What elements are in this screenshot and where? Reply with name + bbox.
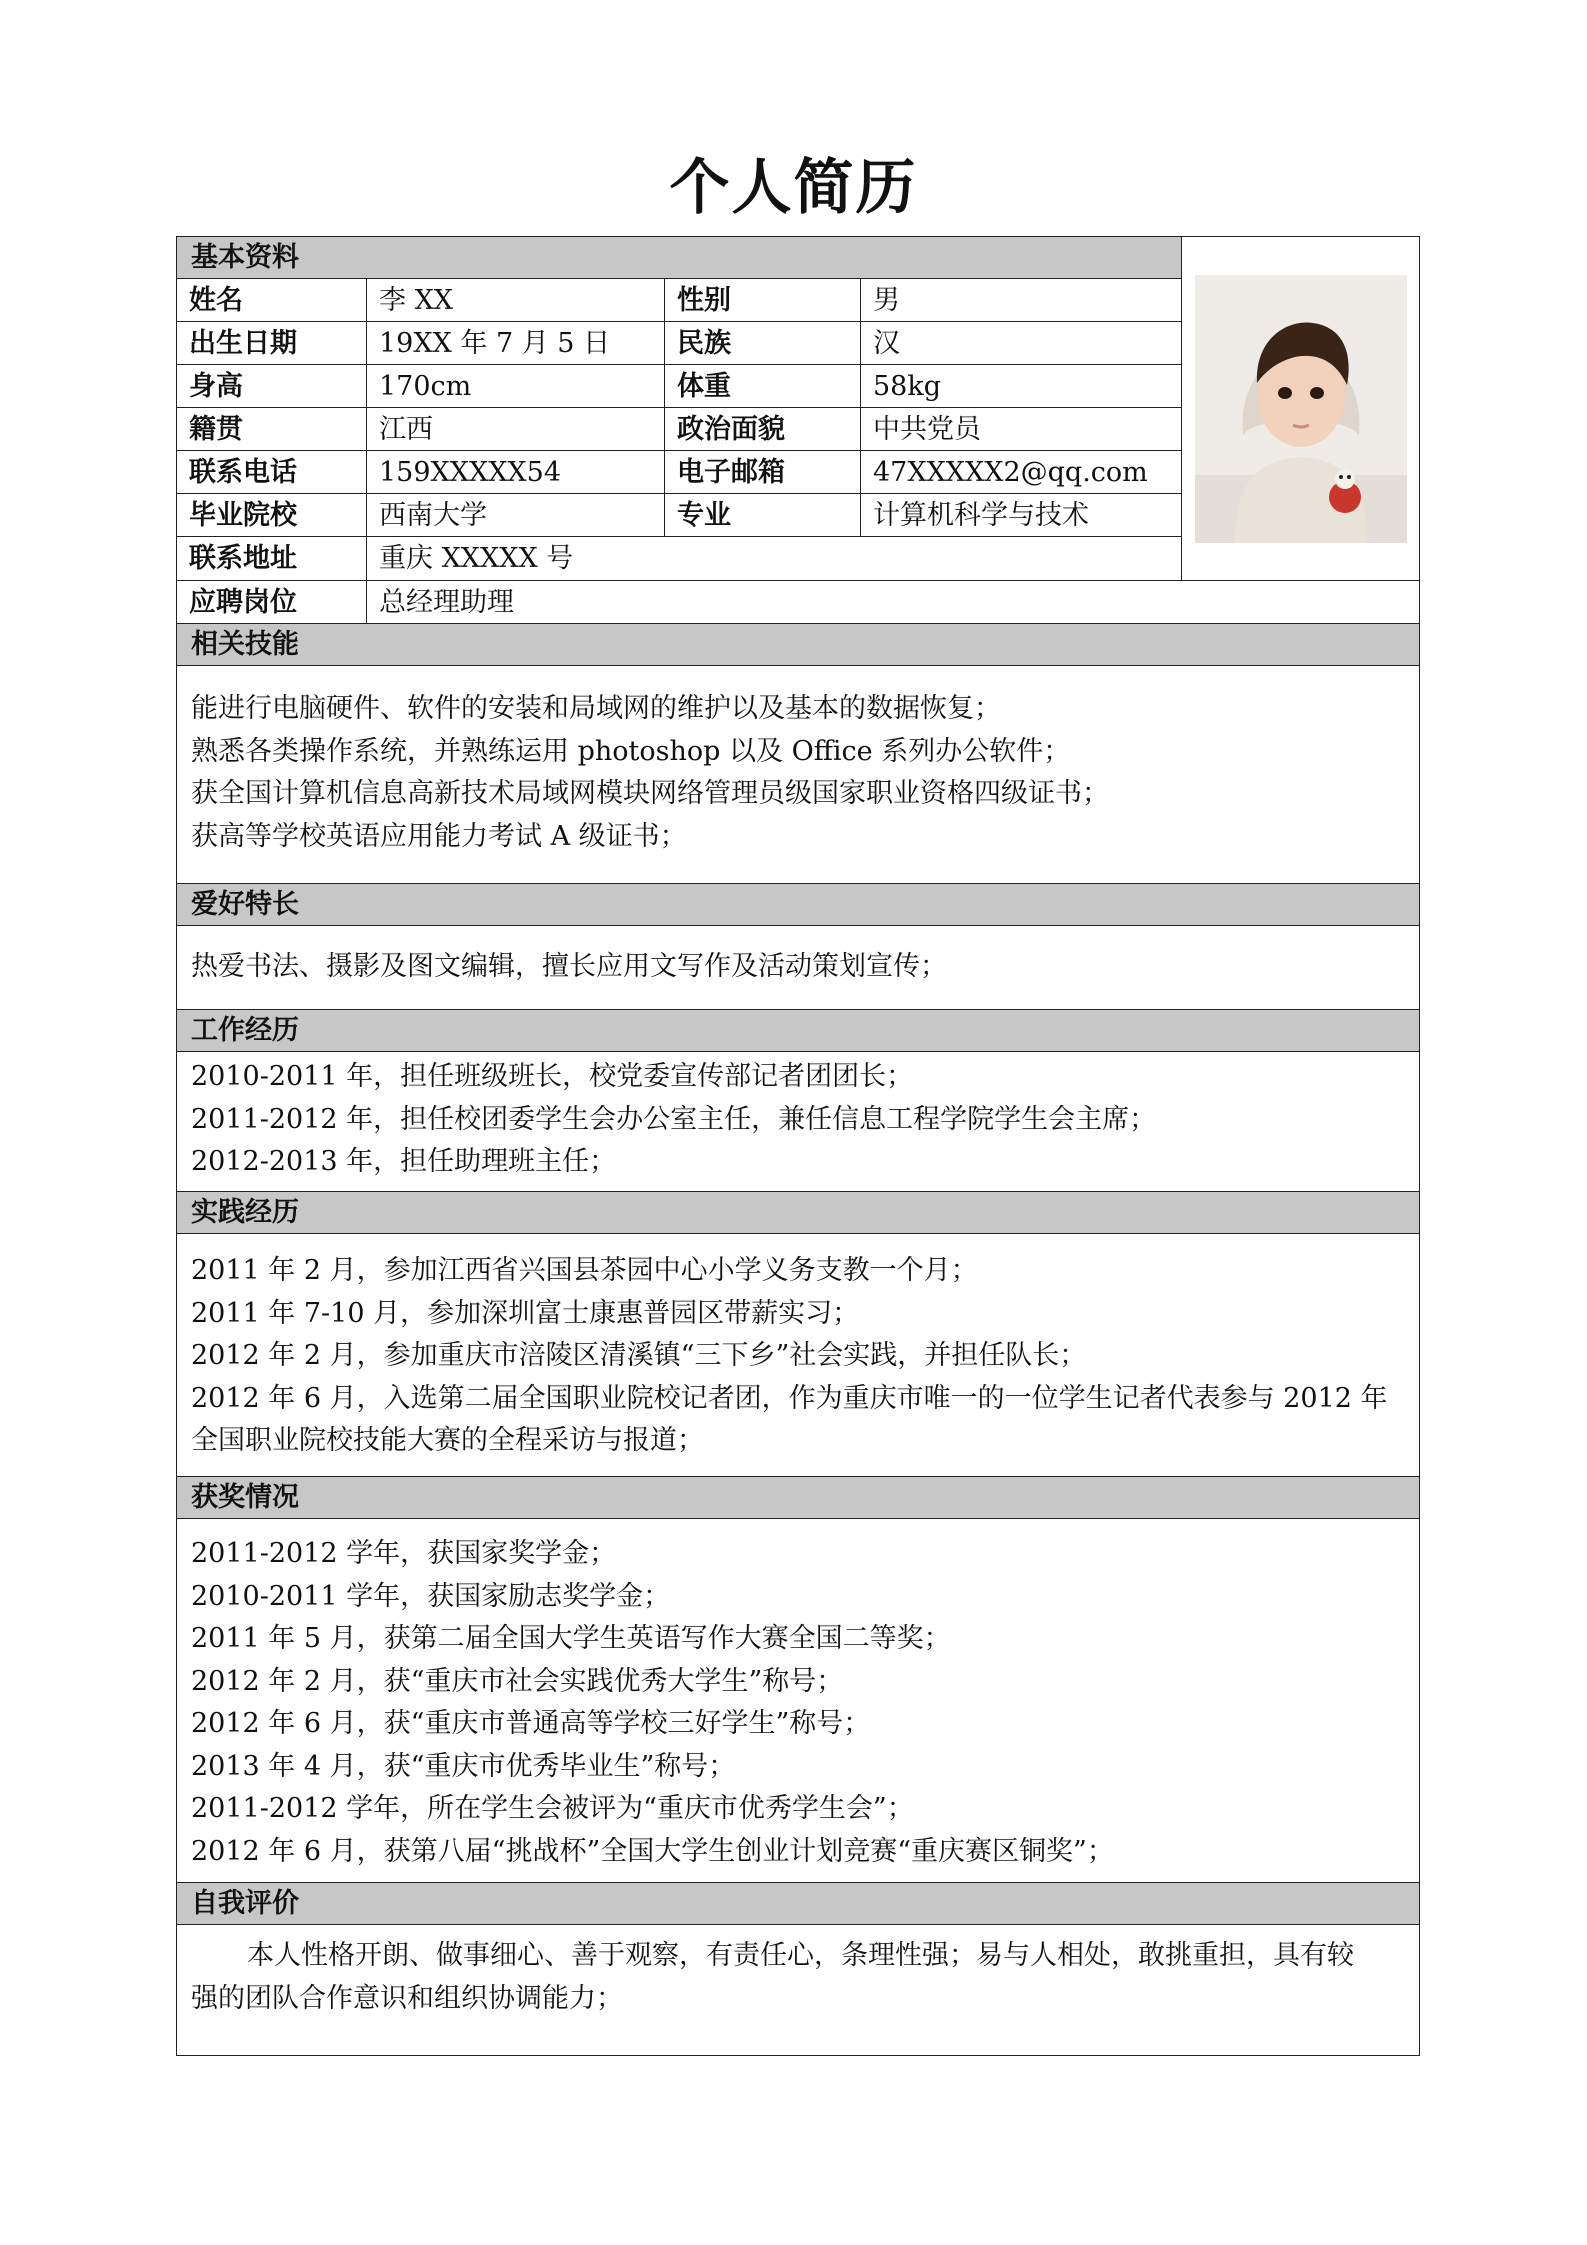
profile-photo (1195, 275, 1407, 543)
awards-line: 2012 年 6 月，获第八届“挑战杯”全国大学生创业计划竞赛“重庆赛区铜奖”； (191, 1835, 1114, 1867)
section-body-self-evaluation (177, 1925, 1419, 2055)
info-row-position (177, 581, 1419, 624)
self-evaluation-line: 强的团队合作意识和组织协调能力； (191, 1982, 623, 2014)
label-position: 应聘岗位 (177, 581, 367, 623)
basic-info-block (177, 237, 1419, 581)
resume-title: 个人简历 (669, 153, 918, 223)
label-gender: 性别 (665, 279, 861, 321)
label-height: 身高 (177, 365, 367, 407)
hobbies-line: 热爱书法、摄影及图文编辑，擅长应用文写作及活动策划宣传； (191, 951, 947, 982)
label-weight: 体重 (665, 365, 861, 407)
value-birthdate: 19XX 年 7 月 5 日 (367, 322, 665, 364)
awards-line: 2012 年 2 月，获“重庆市社会实践优秀大学生”称号； (191, 1665, 844, 1697)
child-portrait-image (1195, 275, 1407, 543)
label-birthdate: 出生日期 (177, 322, 367, 364)
info-row-height (177, 365, 1181, 408)
value-native-place: 江西 (367, 408, 665, 450)
section-header-hobbies: 爱好特长 (177, 884, 1419, 926)
label-ethnicity: 民族 (665, 322, 861, 364)
skills-line: 能进行电脑硬件、软件的安装和局域网的维护以及基本的数据恢复； (191, 693, 1001, 724)
section-body-work (177, 1052, 1419, 1192)
section-body-skills (177, 666, 1419, 884)
value-major: 计算机科学与技术 (873, 500, 1089, 531)
awards-line: 2011 年 5 月，获第二届全国大学生英语写作大赛全国二等奖； (191, 1623, 951, 1654)
value-ethnicity: 汉 (873, 328, 900, 359)
skills-line: 获全国计算机信息高新技术局域网模块网络管理员级国家职业资格四级证书； (191, 778, 1109, 809)
section-body-practice (177, 1234, 1419, 1477)
label-political-status: 政治面貌 (665, 408, 861, 450)
section-header-awards: 获奖情况 (177, 1477, 1419, 1519)
awards-line: 2013 年 4 月，获“重庆市优秀毕业生”称号； (191, 1750, 736, 1782)
info-row-birth (177, 322, 1181, 365)
label-phone: 联系电话 (177, 451, 367, 493)
label-school: 毕业院校 (177, 494, 367, 536)
info-row-origin (177, 408, 1181, 451)
label-native-place: 籍贯 (177, 408, 367, 450)
section-body-hobbies (177, 926, 1419, 1010)
work-line: 2012-2013 年，担任助理班主任； (191, 1146, 617, 1177)
value-phone: 159XXXXX54 (367, 451, 665, 493)
awards-line: 2011-2012 学年，获国家奖学金； (191, 1538, 617, 1569)
work-line: 2010-2011 年，担任班级班长，校党委宣传部记者团团长； (191, 1061, 914, 1092)
practice-line: 2012 年 2 月，参加重庆市涪陵区清溪镇“三下乡”社会实践，并担任队长； (191, 1340, 1087, 1371)
label-email: 电子邮箱 (665, 451, 861, 493)
practice-line: 全国职业院校技能大赛的全程采访与报道； (191, 1425, 704, 1456)
info-row-name (177, 279, 1181, 322)
skills-line: 熟悉各类操作系统，并熟练运用 photoshop 以及 Office 系列办公软件； (191, 735, 1071, 767)
value-email: 47XXXXX2@qq.com (873, 457, 1148, 488)
section-header-self-evaluation: 自我评价 (177, 1883, 1419, 1925)
label-name: 姓名 (177, 279, 367, 321)
awards-line: 2011-2012 学年，所在学生会被评为“重庆市优秀学生会”； (191, 1793, 914, 1824)
value-name: 李 XX (367, 279, 665, 321)
label-address: 联系地址 (177, 537, 367, 580)
info-row-education (177, 494, 1181, 537)
section-header-basic: 基本资料 (177, 237, 1181, 279)
value-gender: 男 (873, 285, 900, 316)
practice-line: 2011 年 2 月，参加江西省兴国县茶园中心小学义务支教一个月； (191, 1255, 978, 1286)
value-school: 西南大学 (367, 494, 665, 536)
resume-table (176, 236, 1420, 2056)
practice-line: 2012 年 6 月，入选第二届全国职业院校记者团，作为重庆市唯一的一位学生记者代表参与 2012 年 (191, 1382, 1388, 1414)
value-political-status: 中共党员 (873, 414, 981, 445)
section-body-awards (177, 1519, 1419, 1883)
practice-line: 2011 年 7-10 月，参加深圳富士康惠普园区带薪实习； (191, 1297, 860, 1329)
value-weight: 58kg (873, 371, 942, 402)
photo-cell (1182, 237, 1419, 580)
info-row-address (177, 537, 1181, 580)
awards-line: 2012 年 6 月，获“重庆市普通高等学校三好学生”称号； (191, 1708, 871, 1739)
value-position: 总经理助理 (379, 587, 514, 618)
skills-line: 获高等学校英语应用能力考试 A 级证书； (191, 820, 687, 852)
value-height: 170cm (367, 365, 665, 407)
self-evaluation-line: 本人性格开朗、做事细心、善于观察，有责任心，条理性强；易与人相处，敢挑重担，具有较 (247, 1940, 1354, 1971)
section-header-skills: 相关技能 (177, 624, 1419, 666)
value-address: 重庆 XXXXX 号 (379, 543, 574, 574)
section-header-practice: 实践经历 (177, 1192, 1419, 1234)
awards-line: 2010-2011 学年，获国家励志奖学金； (191, 1580, 671, 1612)
label-major: 专业 (665, 494, 861, 536)
info-row-contact (177, 451, 1181, 494)
section-header-work: 工作经历 (177, 1010, 1419, 1052)
basic-info-fields (177, 237, 1182, 580)
work-line: 2011-2012 年，担任校团委学生会办公室主任，兼任信息工程学院学生会主席； (191, 1103, 1157, 1135)
